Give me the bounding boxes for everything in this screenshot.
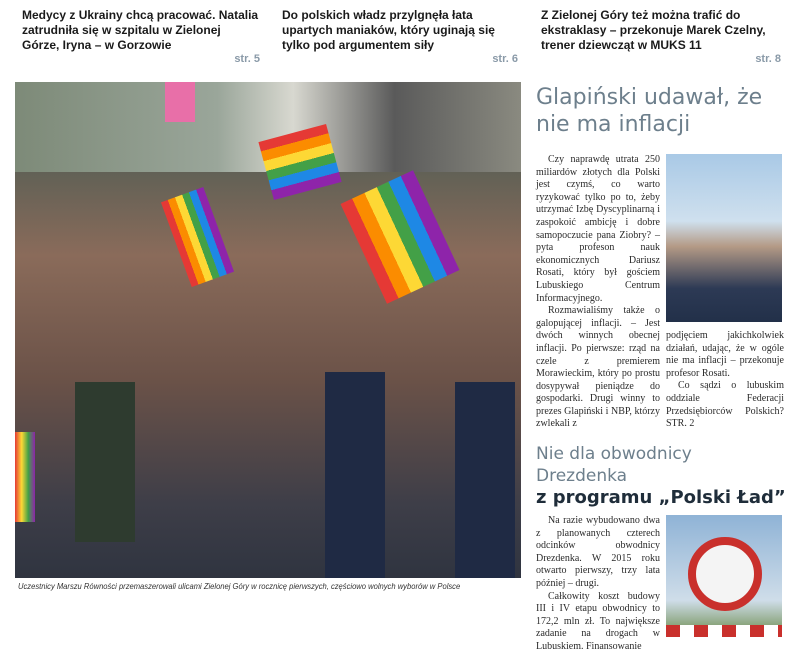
teaser-1[interactable]	[22, 8, 260, 66]
photo-caption: Uczestnicy Marszu Równości przemaszerowali ulicami Zielonej Góry w rocznicę pierwszych, częściowo wolnych wyborów w Polsce	[18, 582, 461, 591]
teaser-text: Do polskich władz przylgnęła łata upartych maniaków, który uginają się tylko pod argumentem siły	[282, 8, 495, 52]
paragraph: Czy naprawdę utrata 250 miliardów złotych dla Polski jest czymś, co warto ryzykować tylko po to, żeby utrzymać Izbę Dyscyplinarną i zaspokoić ambicję i dobre samopoczucie pana Ziobry? – pyta profeson nauk ekonomicznych Dariusz Rosati, który był gościem Lubuskiego Centrum Informacyjnego.	[536, 154, 660, 304]
article-headline[interactable]: Glapiński udawał, że nie ma inflacji	[536, 85, 763, 137]
page-ref[interactable]: STR. 2	[666, 418, 695, 430]
article2-headline-bold[interactable]: z programu „Polski Ład”	[536, 487, 786, 509]
teaser-text: Z Zielonej Góry też można trafić do ekstraklasy – przekonuje Marek Czelny, trener dziewcząt w MUKS 11	[541, 8, 766, 52]
article2-headline-light[interactable]: Nie dla obwodnicy Drezdenka	[536, 444, 692, 487]
article2-body	[536, 515, 660, 654]
teaser-text: Medycy z Ukrainy chcą pracować. Natalia zatrudniła się w szpitalu w Zielonej Górze, Iryna – w Gorzowie	[22, 8, 259, 52]
march-photo	[15, 82, 521, 578]
teaser-page: str. 5	[234, 53, 260, 65]
article-body-col2	[666, 154, 784, 431]
teaser-page: str. 6	[492, 53, 518, 65]
article-body-col1	[536, 154, 660, 431]
barrier	[666, 625, 782, 637]
teaser-page: str. 8	[755, 53, 781, 65]
paragraph: Na razie wybudowano dwa z planowanych czterech odcinków obwodnicy Drezdenka. W 2015 roku otwarto pierwszy, trzy lata później – drugi.	[536, 515, 660, 590]
article1-columns	[536, 154, 786, 431]
teaser-2[interactable]	[282, 8, 518, 66]
paragraph: podjęciem jakichkolwiek działań, udając, że w ogóle nie ma inflacji – przekonuje profesor Rosati.	[666, 330, 784, 379]
road-sign-photo	[666, 515, 782, 637]
rosati-portrait	[666, 154, 782, 322]
paragraph: Co sądzi o lubuskim oddziale Federacji Przedsiębiorców Polskich?	[666, 380, 784, 417]
teaser-3[interactable]	[541, 8, 781, 66]
paragraph: Całkowity koszt budowy III i IV etapu obwodnicy to 172,2 mln zł. To największe zadanie na drogach w Lubuskiem. Finansowanie	[536, 590, 660, 652]
paragraph: Rozmawialiśmy także o galopującej inflacji. – Jest dwóch winnych obecnej inflacji. Po pierwsze: rząd na czele z premierem Morawieckim, który po prostu dosypywał pieniądze do gospodarki. Drugi winny to prezes Glapiński i NBP, którzy zwlekali z	[536, 305, 660, 430]
right-column	[536, 84, 786, 654]
article2-columns	[536, 515, 786, 654]
